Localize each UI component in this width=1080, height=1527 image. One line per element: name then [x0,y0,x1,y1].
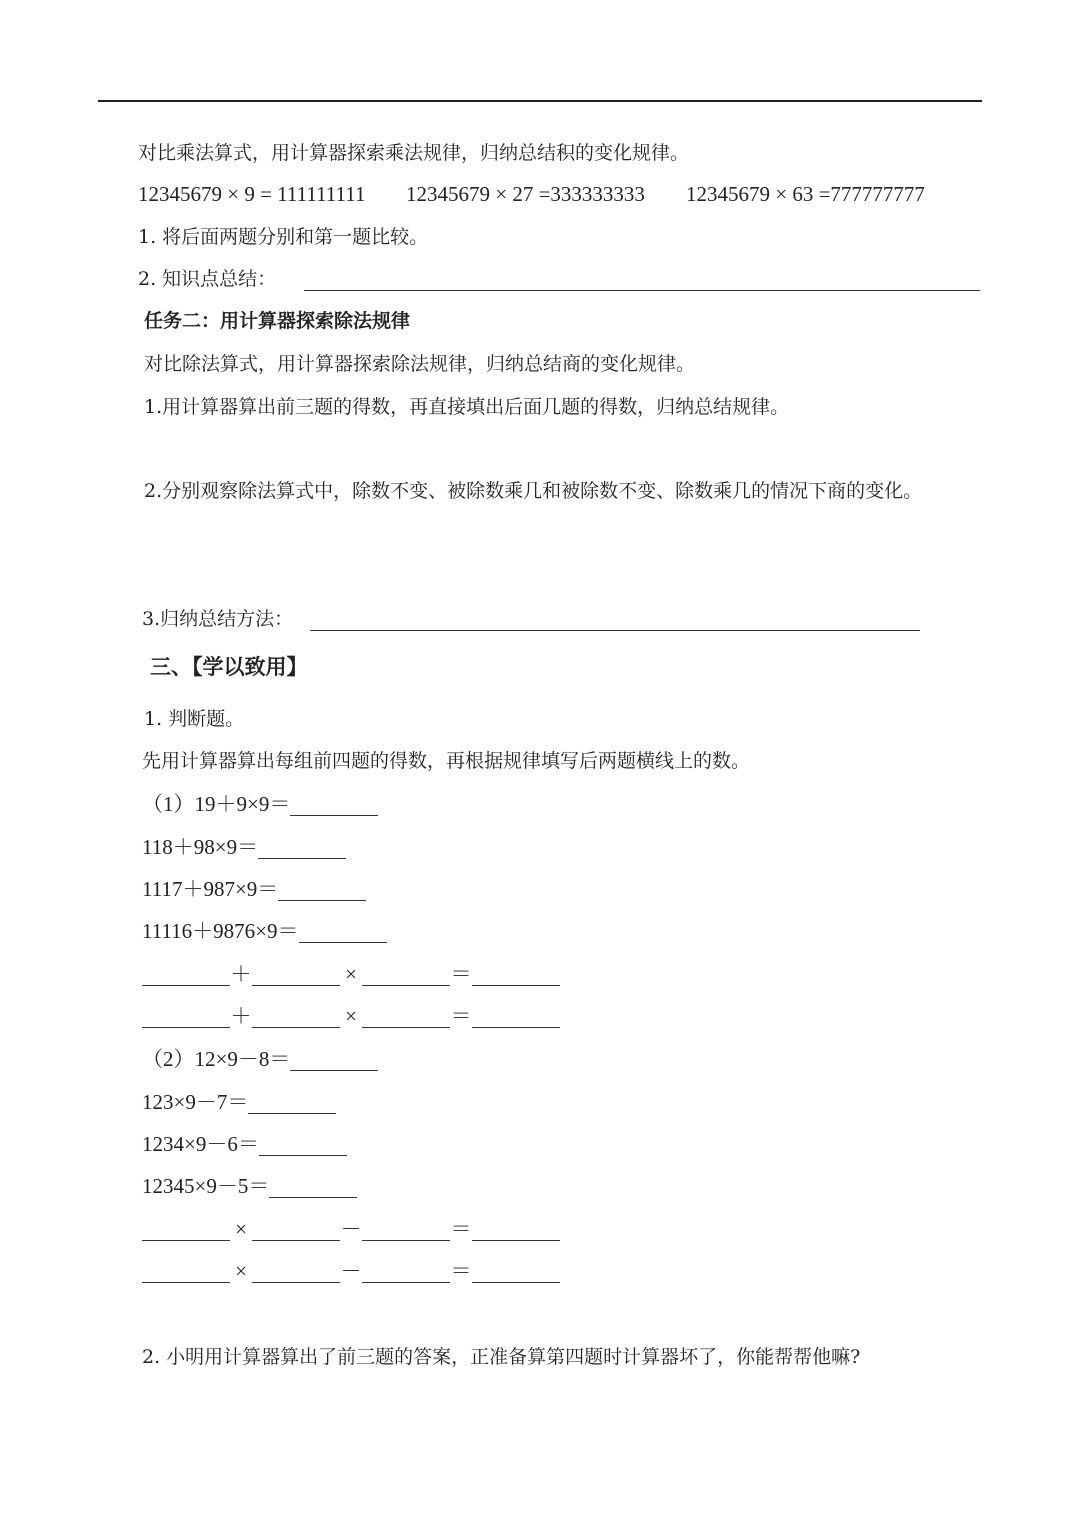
method-summary-label: 3.归纳总结方法： [142,608,294,630]
expression: 1234×9－6＝ [142,1132,259,1156]
answer-blank[interactable] [299,922,387,943]
blank[interactable] [472,1007,560,1028]
answer-blank[interactable] [290,1050,378,1071]
blank[interactable] [142,1262,230,1283]
summary-answer-line[interactable] [304,290,980,291]
blank[interactable] [362,1007,450,1028]
group2-line-1 [142,1047,378,1071]
operator: × [345,962,357,986]
answer-blank[interactable] [278,880,366,901]
blank[interactable] [472,965,560,986]
answer-blank[interactable] [269,1177,357,1198]
expression: 11116＋9876×9＝ [142,919,299,943]
division-item-1: 1.用计算器算出前三题的得数，再直接填出后面几题的得数，归纳总结规律。 [144,396,790,418]
group2-line-3 [142,1132,347,1156]
operator: × [235,1217,247,1241]
expression: 118＋98×9＝ [142,835,259,859]
operator: ＝ [450,1004,472,1028]
multiplication-expression-3: 12345679 × 63 =777777777 [686,182,925,206]
group1-line-3 [142,877,366,901]
expression: 12345×9－5＝ [142,1174,270,1198]
question2-text: 2. 小明用计算器算出了前三题的答案，正准备算第四题时计算器坏了，你能帮帮他嘛? [142,1346,861,1368]
group2-line-4 [142,1174,357,1198]
blank[interactable] [362,1262,450,1283]
blank[interactable] [142,1007,230,1028]
expression: （1）19＋9×9＝ [142,792,291,816]
blank[interactable] [362,1220,450,1241]
multiplication-intro: 对比乘法算式，用计算器探索乘法规律，归纳总结积的变化规律。 [138,142,690,164]
summary-label: 2. 知识点总结： [138,268,277,290]
question1-instruction: 先用计算器算出每组前四题的得数，再根据规律填写后两题横线上的数。 [142,750,751,772]
operator: － [340,1259,362,1283]
multiplication-expression-1: 12345679 × 9 = 111111111 [138,182,366,206]
blank[interactable] [142,965,230,986]
answer-blank[interactable] [258,838,346,859]
blank[interactable] [142,1220,230,1241]
operator: － [340,1217,362,1241]
operator: ＋ [230,1004,252,1028]
operator: ＝ [450,962,472,986]
group1-line-2 [142,835,346,859]
header-rule [98,100,982,102]
blank[interactable] [362,965,450,986]
division-intro: 对比除法算式，用计算器探索除法规律，归纳总结商的变化规律。 [144,353,696,375]
answer-blank[interactable] [259,1135,347,1156]
group2-line-2 [142,1090,336,1114]
blank[interactable] [472,1220,560,1241]
group1-pattern-row-2 [142,1004,560,1028]
expression: 1117＋987×9＝ [142,877,279,901]
blank[interactable] [252,1007,340,1028]
expression: 123×9－7＝ [142,1090,249,1114]
blank[interactable] [252,965,340,986]
blank[interactable] [252,1220,340,1241]
division-item-2: 2.分别观察除法算式中，除数不变、被除数乘几和被除数不变、除数乘几的情况下商的变化。 [144,480,923,502]
group2-pattern-row-2 [142,1259,560,1283]
group1-line-4 [142,919,387,943]
answer-blank[interactable] [248,1093,336,1114]
group1-line-1 [142,792,378,816]
expression: （2）12×9－8＝ [142,1047,291,1071]
operator: × [235,1259,247,1283]
operator: × [345,1004,357,1028]
section3-heading: 三、【学以致用】 [150,654,308,679]
operator: ＝ [450,1259,472,1283]
group1-pattern-row-1 [142,962,560,986]
blank[interactable] [472,1262,560,1283]
blank[interactable] [252,1262,340,1283]
method-summary-answer-line[interactable] [310,630,920,631]
answer-blank[interactable] [290,795,378,816]
operator: ＝ [450,1217,472,1241]
operator: ＋ [230,962,252,986]
question1-label: 1. 判断题。 [144,708,245,730]
group2-pattern-row-1 [142,1217,560,1241]
task2-title: 任务二：用计算器探索除法规律 [144,310,411,332]
compare-instruction: 1. 将后面两题分别和第一题比较。 [138,226,429,248]
multiplication-expression-2: 12345679 × 27 =333333333 [406,182,645,206]
